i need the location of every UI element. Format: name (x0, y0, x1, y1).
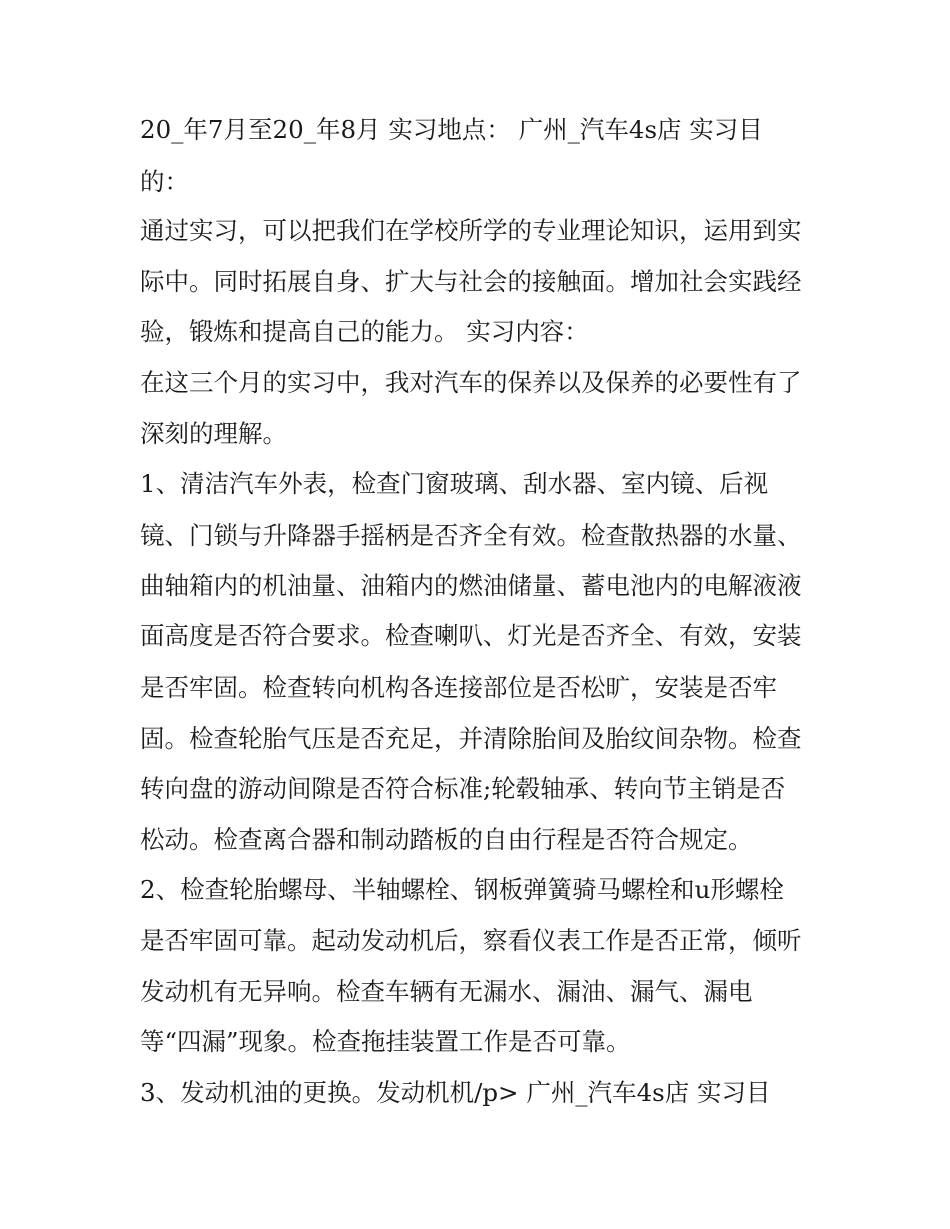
text-line: 曲轴箱内的机油量、油箱内的燃油储量、蓄电池内的电解液液 (140, 571, 802, 600)
text-line: 际中。同时拓展自身、扩大与社会的接触面。增加社会实践经 (140, 267, 802, 296)
text-line: 在这三个月的实习中，我对汽车的保养以及保养的必要性有了 (140, 368, 802, 397)
text-line: 2、检查轮胎螺母、半轴螺栓、钢板弹簧骑马螺栓和u形螺栓 (140, 875, 784, 904)
text-line: 是否牢固可靠。起动发动机后，察看仪表工作是否正常，倾听 (140, 926, 802, 955)
text-line: 转向盘的游动间隙是否符合标准;轮毂轴承、转向节主销是否 (140, 774, 786, 803)
text-line: 固。检查轮胎气压是否充足，并清除胎间及胎纹间杂物。检查 (140, 724, 802, 753)
text-line: 3、发动机油的更换。发动机机/p> 广州_汽车4s店 实习目 (140, 1078, 771, 1107)
text-line: 的： (140, 167, 189, 196)
text-line: 深刻的理解。 (140, 419, 287, 448)
text-line: 松动。检查离合器和制动踏板的自由行程是否符合规定。 (140, 825, 753, 854)
text-line: 镜、门锁与升降器手摇柄是否齐全有效。检查散热器的水量、 (140, 521, 802, 550)
text-line: 1、清洁汽车外表，检查门窗玻璃、刮水器、室内镜、后视 (140, 469, 769, 498)
text-line: 发动机有无异响。检查车辆有无漏水、漏油、漏气、漏电 (140, 977, 753, 1006)
text-line: 20_年7月至20_年8月 实习地点： 广州_汽车4s店 实习目 (140, 115, 763, 144)
text-line: 是否牢固。检查转向机构各连接部位是否松旷，安装是否牢 (140, 673, 777, 702)
text-line: 验，锻炼和提高自己的能力。 实习内容： (140, 317, 589, 346)
text-line: 通过实习，可以把我们在学校所学的专业理论知识，运用到实 (140, 216, 802, 245)
text-line: 面高度是否符合要求。检查喇叭、灯光是否齐全、有效，安装 (140, 621, 802, 650)
text-line: 等“四漏”现象。检查拖挂装置工作是否可靠。 (140, 1027, 631, 1056)
